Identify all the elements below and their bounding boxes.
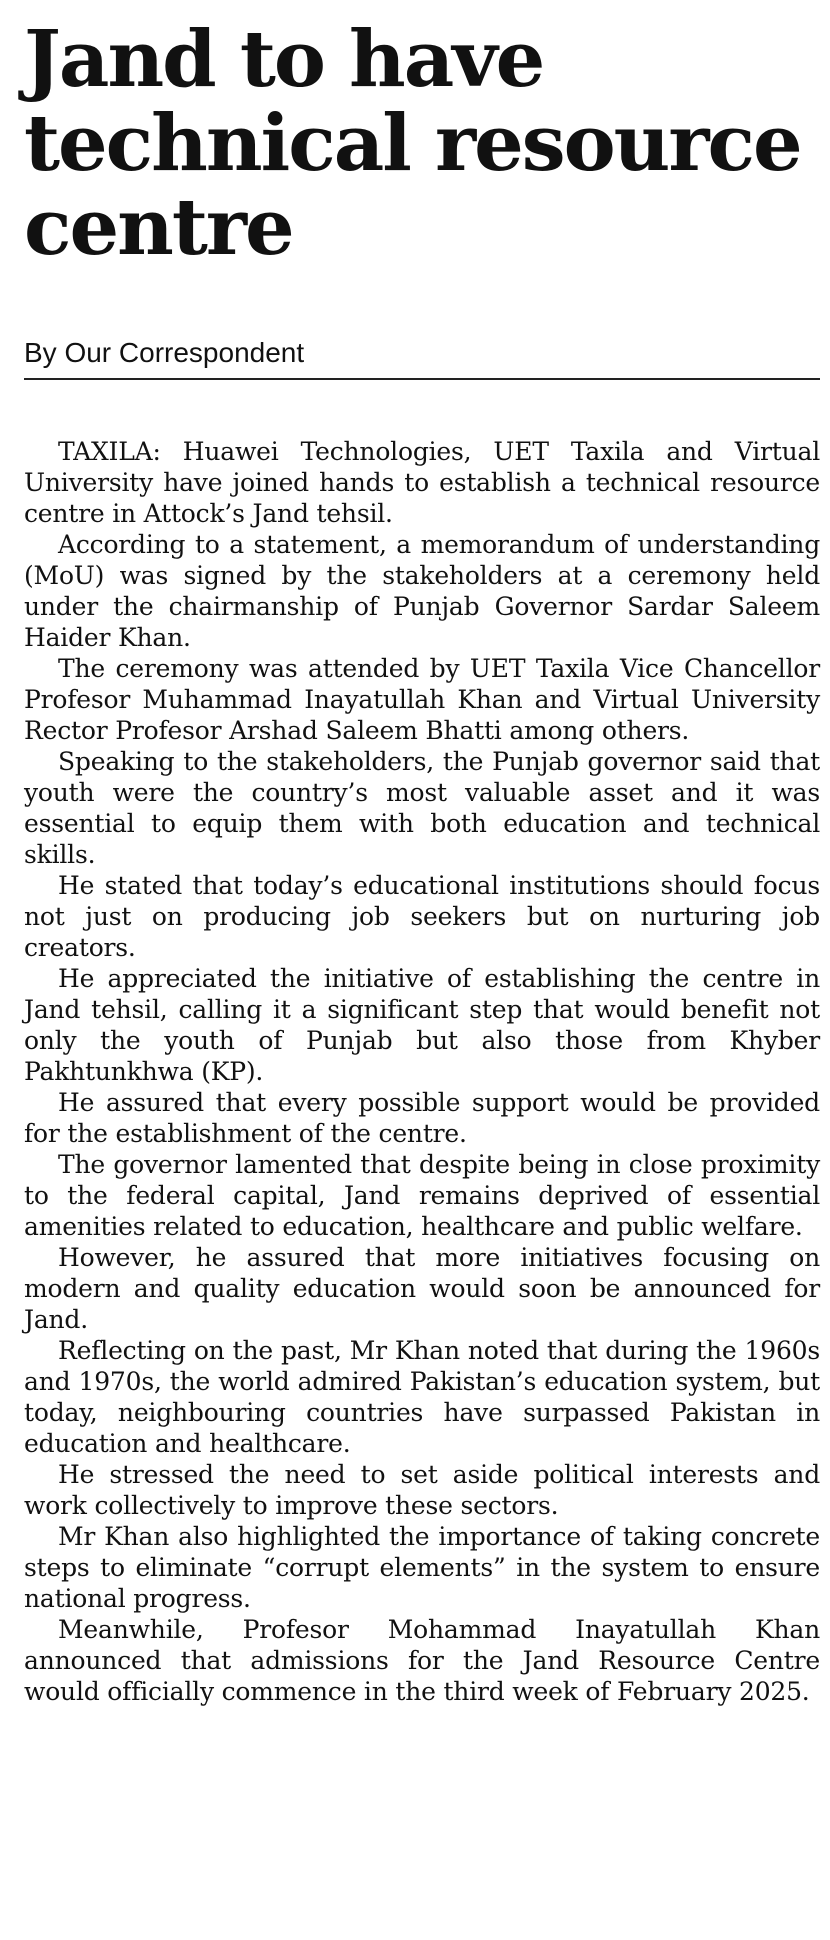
headline: Jand to have technical resource centre [24,14,801,273]
paragraph: According to a statement, a memorandum of understanding (MoU) was signed by the stakeholders at a ceremony held under the chairmanship of Punjab Governor Sardar Saleem Haider Khan. [24,530,820,652]
paragraph: Meanwhile, Profesor Mohammad Inayatullah Khan announced that admissions for the Jand Resource Centre would officially commence in the third week of February 2025. [24,1615,820,1706]
paragraph: He stressed the need to set aside political interests and work collectively to improve these sectors. [24,1460,820,1520]
paragraph: The governor lamented that despite being in close proximity to the federal capital, Jand remains deprived of essential amenities related to education, healthcare and public welfare. [24,1150,820,1241]
byline: By Our Correspondent [24,337,305,368]
news-article [24,0,820,1707]
paragraph: He stated that today’s educational institutions should focus not just on producing job seekers but on nurturing job creators. [24,871,820,962]
paragraph: However, he assured that more initiatives focusing on modern and quality education would soon be announced for Jand. [24,1243,820,1334]
paragraph: TAXILA: Huawei Technologies, UET Taxila and Virtual University have joined hands to establish a technical resource centre in Attock’s Jand tehsil. [24,437,820,528]
paragraph: The ceremony was attended by UET Taxila Vice Chancellor Profesor Muhammad Inayatullah Khan and Virtual University Rector Profesor Arshad Saleem Bhatti among others. [24,654,820,745]
byline-divider [24,378,820,380]
paragraph: Speaking to the stakeholders, the Punjab governor said that youth were the country’s most valuable asset and it was essential to equip them with both education and technical skills. [24,747,820,869]
paragraph: He assured that every possible support would be provided for the establishment of the centre. [24,1088,820,1148]
paragraph: Mr Khan also highlighted the importance of taking concrete steps to eliminate “corrupt elements” in the system to ensure national progress. [24,1522,820,1613]
paragraph: Reflecting on the past, Mr Khan noted that during the 1960s and 1970s, the world admired Pakistan’s education system, but today, neighbouring countries have surpassed Pakistan in education and healthcare. [24,1336,820,1458]
paragraph: He appreciated the initiative of establishing the centre in Jand tehsil, calling it a significant step that would benefit not only the youth of Punjab but also those from Khyber Pakhtunkhwa (KP). [24,964,820,1086]
article-body [24,436,820,1707]
